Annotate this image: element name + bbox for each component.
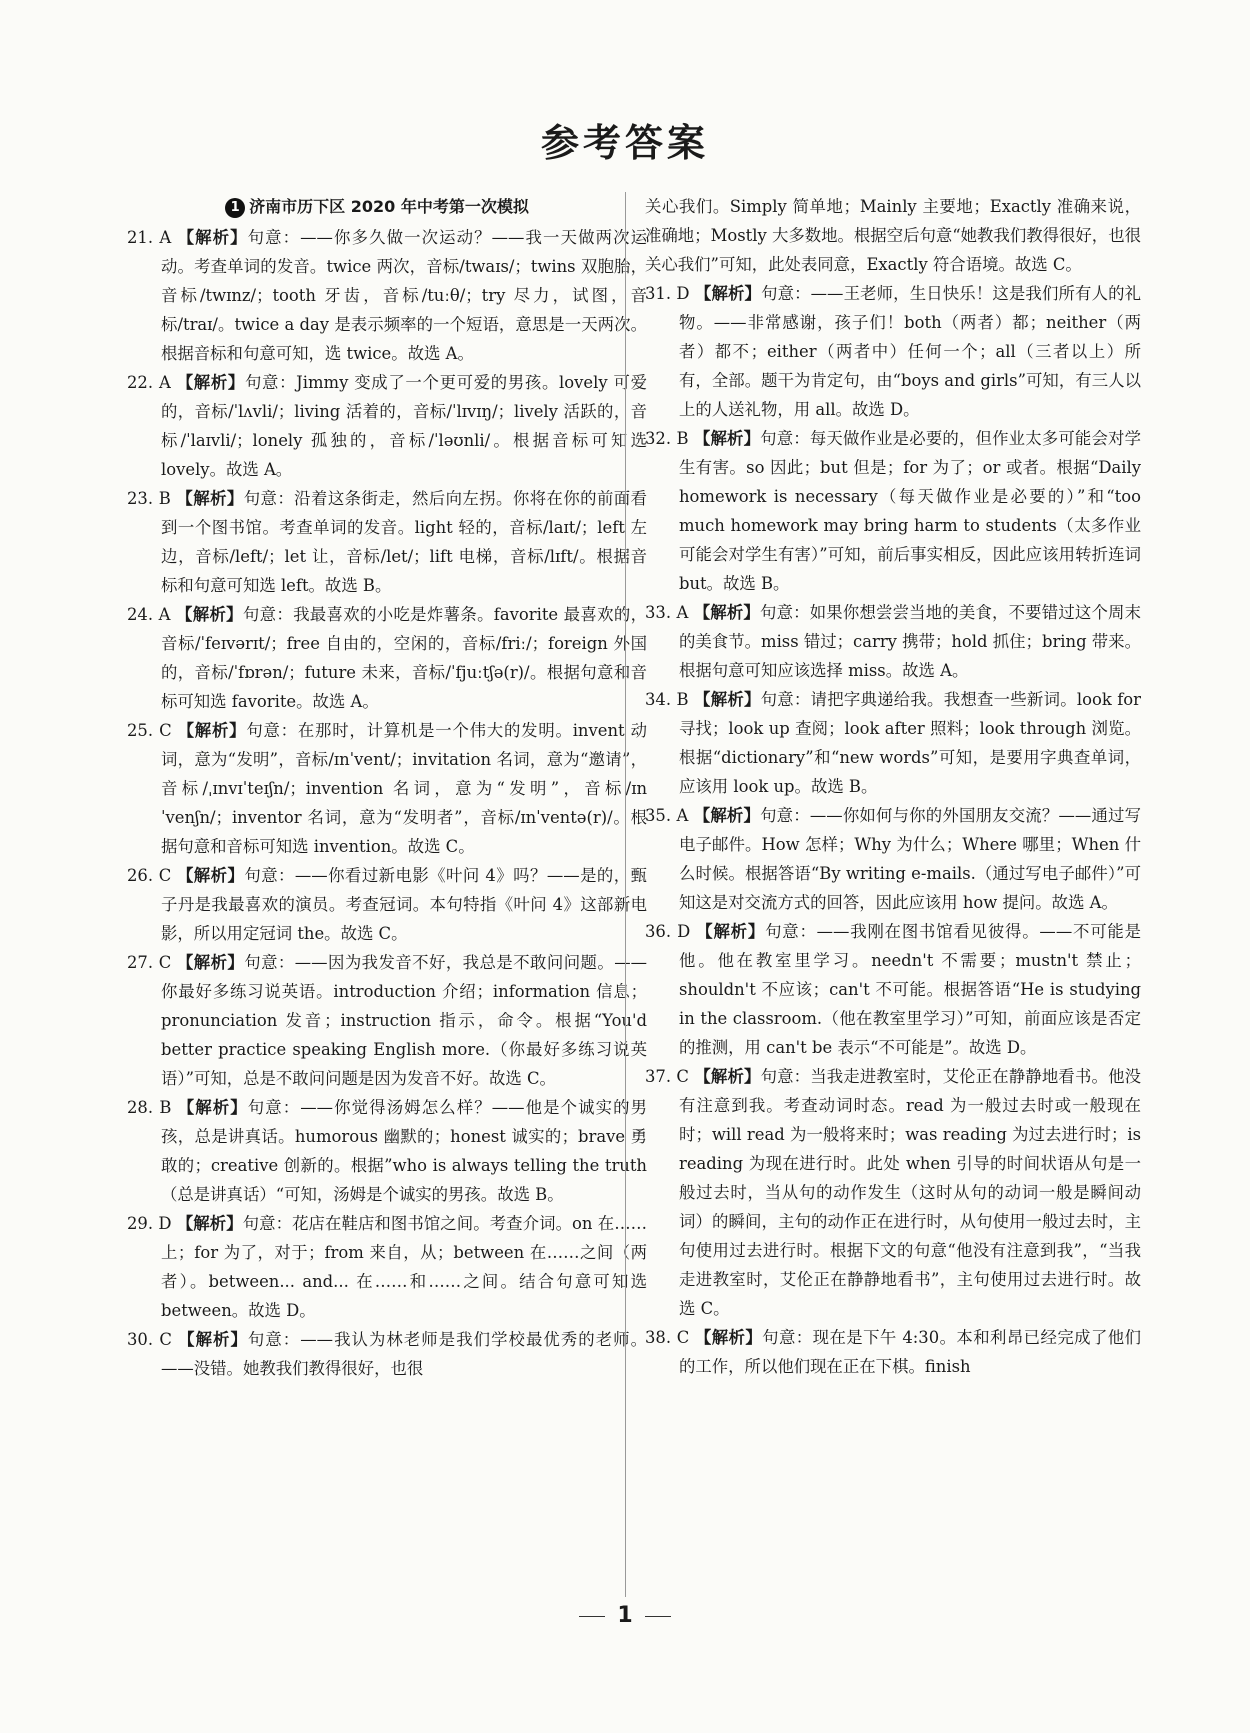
analysis-tag: 【解析】 (694, 1328, 763, 1347)
analysis-tag: 【解析】 (694, 284, 762, 303)
answer-item (127, 1209, 647, 1325)
answer-number: 25. C (127, 721, 172, 740)
analysis-tag: 【解析】 (693, 429, 761, 448)
answer-number: 22. A (127, 373, 171, 392)
analysis-text: 句意：每天做作业是必要的，但作业太多可能会对学生有害。so 因此；but 但是；for 为了；or 或者。根据“Daily homework is necessary（每天做作业是必要的）”和“too much homework may bring harm to students（太多作业可能会对学生有害）”可知，前后事实相反，因此应该用转折连词 but。故选 B。 (679, 429, 1141, 593)
footer-dash-left (579, 1616, 605, 1617)
analysis-tag: 【解析】 (177, 1098, 248, 1117)
answer-item (645, 801, 1141, 917)
answer-item (127, 1325, 647, 1383)
answer-number: 29. D (127, 1214, 172, 1233)
section-heading (127, 192, 647, 221)
answer-item (645, 685, 1141, 801)
answer-number: 27. C (127, 953, 172, 972)
answer-item (645, 917, 1141, 1062)
answer-item (645, 1323, 1141, 1381)
analysis-text: 句意：当我走进教室时，艾伦正在静静地看书。他没有注意到我。考查动词时态。read 为一般过去时或一般现在时；will read 为一般将来时；was reading 为过去进行时；is reading 为现在进行时。此处 when 引导的时间状语从句是一般过去时，当从句的动作发生（这时从句的动词一般是瞬间动词）的瞬间，主句的动作正在进行时，从句使用一般过去时，主句使用过去进行时。根据下文的句意“他没有注意到我”，“当我走进教室时，艾伦正在静静地看书”，主句使用过去进行时。故选 C。 (679, 1067, 1142, 1318)
analysis-text: 句意：请把字典递给我。我想查一些新词。look for 寻找；look up 查阅；look after 照料；look through 浏览。根据“dictionary”和“new words”可知，是要用字典查单词，应该用 look up。故选 B。 (679, 690, 1141, 796)
analysis-text: 句意：如果你想尝尝当地的美食，不要错过这个周末的美食节。miss 错过；carry 携带；hold 抓住；bring 带来。根据句意可知应该选择 miss。故选 A。 (679, 603, 1141, 680)
footer-dash-right (645, 1616, 671, 1617)
analysis-tag: 【解析】 (694, 690, 761, 709)
answer-number: 33. A (645, 603, 689, 622)
analysis-text: 句意：——你如何与你的外国朋友交流？——通过写电子邮件。How 怎样；Why 为什么；Where 哪里；When 什么时候。根据答语“By writing e-mails.（通过写电子邮件）”可知这是对交流方式的回答，因此应该用 how 提问。故选 A。 (679, 806, 1142, 912)
analysis-text: 句意：在那时，计算机是一个伟大的发明。invent 动词，意为“发明”，音标/ɪnˈvent/；invitation 名词，意为“邀请”，音标/ˌɪnvɪˈteɪʃn/；invention 名词，意为“发明”，音标/ɪnˈvenʃn/；inventor 名词，意为“发明者”，音标/ɪnˈventə(r)/。根据句意和音标可知选 invention。故选 C。 (161, 721, 647, 856)
analysis-text: 句意：——你看过新电影《叶问 4》吗？——是的，甄子丹是我最喜欢的演员。考查冠词。本句特指《叶问 4》这部新电影，所以用定冠词 the。故选 C。 (161, 866, 647, 943)
answer-item (127, 716, 647, 861)
section-heading-text: 济南市历下区 2020 年中考第一次模拟 (249, 197, 529, 216)
analysis-tag: 【解析】 (178, 1330, 248, 1349)
answer-number: 32. B (645, 429, 689, 448)
answer-item (645, 1062, 1141, 1323)
analysis-tag: 【解析】 (176, 373, 245, 392)
answer-number: 28. B (127, 1098, 172, 1117)
analysis-text: 句意：——你多久做一次运动？——我一天做两次运动。考查单词的发音。twice 两次，音标/twaɪs/；twins 双胞胎，音标/twɪnz/；tooth 牙齿，音标/tuːθ/；try 尽力，试图，音标/traɪ/。twice a day 是表示频率的一个短语，意思是一天两次。根据音标和句意可知，选 twice。故选 A。 (161, 228, 648, 363)
analysis-text: 句意：我最喜欢的小吃是炸薯条。favorite 最喜欢的，音标/ˈfeɪvərɪt/；free 自由的，空闲的，音标/friː/；foreign 外国的，音标/ˈfɒrən/；future 未来，音标/ˈfjuːtʃə(r)/。根据句意和音标可知选 favorite。故选 A。 (161, 605, 647, 711)
analysis-text: 句意：——我刚在图书馆看见彼得。——不可能是他。他在教室里学习。needn't 不需要；mustn't 禁止；shouldn't 不应该；can't 不可能。根据答语“He is studying in the classroom.（他在教室里学习）”可知，前面应该是否定的推测，用 can't be 表示“不可能是”。故选 D。 (679, 922, 1142, 1057)
answer-number: 37. C (645, 1067, 689, 1086)
left-answer-list (127, 223, 647, 1383)
answer-number: 26. C (127, 866, 172, 885)
analysis-tag: 【解析】 (176, 953, 245, 972)
analysis-text: 句意：花店在鞋店和图书馆之间。考查介词。on 在……上；for 为了，对于；from 来自，从；between 在……之间（两者）。between... and... 在……和……之间。结合句意可知选 between。故选 D。 (161, 1214, 647, 1320)
analysis-tag: 【解析】 (693, 603, 760, 622)
answer-item (127, 600, 647, 716)
analysis-text: 句意：——因为我发音不好，我总是不敢问问题。——你最好多练习说英语。introduction 介绍；information 信息；pronunciation 发音；instruction 指示，命令。根据“You'd better practice speaking English more.（你最好多练习说英语）”可知，总是不敢问问题是因为发音不好。故选 C。 (161, 953, 647, 1088)
page-title: 参考答案 (540, 121, 709, 165)
answer-item (127, 1093, 647, 1209)
answer-number: 35. A (645, 806, 689, 825)
analysis-tag: 【解析】 (694, 1067, 761, 1086)
answer-item (127, 223, 647, 368)
analysis-text: 句意：——我认为林老师是我们学校最优秀的老师。——没错。她教我们教得很好，也很 (161, 1330, 647, 1378)
analysis-tag: 【解析】 (176, 1214, 243, 1233)
right-column (645, 192, 1141, 1381)
analysis-tag: 【解析】 (176, 866, 245, 885)
right-answer-list (645, 279, 1141, 1381)
left-column (127, 192, 647, 1383)
analysis-tag: 【解析】 (696, 922, 766, 941)
answer-number: 21. A (127, 228, 172, 247)
section-number-badge: 1 (225, 198, 245, 218)
analysis-tag: 【解析】 (176, 605, 243, 624)
answer-item (127, 484, 647, 600)
page-number-footer (0, 1603, 1250, 1628)
analysis-text: 句意：——你觉得汤姆怎么样？——他是个诚实的男孩，总是讲真话。humorous 幽默的；honest 诚实的；brave 勇敢的；creative 创新的。根据”who is always telling the truth（总是讲真话）“可知，汤姆是个诚实的男孩。故选 B。 (161, 1098, 648, 1204)
answer-item (127, 948, 647, 1093)
analysis-tag: 【解析】 (177, 721, 247, 740)
page-number: 1 (617, 1603, 633, 1628)
answer-number: 30. C (127, 1330, 172, 1349)
analysis-text: 句意：现在是下午 4:30。本和利昂已经完成了他们的工作，所以他们现在正在下棋。finish (679, 1328, 1141, 1376)
analysis-text: 句意：Jimmy 变成了一个更可爱的男孩。lovely 可爱的，音标/ˈlʌvli/；living 活着的，音标/ˈlɪvɪŋ/；lively 活跃的，音标/ˈlaɪvli/；lonely 孤独的，音标/ˈləʊnli/。根据音标可知选 lovely。故选 A。 (161, 373, 647, 479)
analysis-tag: 【解析】 (176, 489, 244, 508)
answer-item (127, 861, 647, 948)
answer-item (645, 424, 1141, 598)
answer-item (645, 598, 1141, 685)
column-divider (625, 192, 626, 1597)
answer-number: 36. D (645, 922, 691, 941)
answer-number: 38. C (645, 1328, 690, 1347)
answer-number: 31. D (645, 284, 690, 303)
analysis-tag: 【解析】 (693, 806, 761, 825)
answer-item (645, 279, 1141, 424)
continued-answer-text: 关心我们。Simply 简单地；Mainly 主要地；Exactly 准确来说，准确地；Mostly 大多数地。根据空后句意“她教我们教得很好，也很关心我们”可知，此处表同意，Exactly 符合语境。故选 C。 (645, 197, 1141, 274)
analysis-text: 句意：——王老师，生日快乐！这是我们所有人的礼物。——非常感谢，孩子们！both（两者）都；neither（两者）都不；either（两者中）任何一个；all（三者以上）所有，全部。题干为肯定句，由“boys and girls”可知，有三人以上的人送礼物，用 all。故选 D。 (679, 284, 1142, 419)
analysis-text: 句意：沿着这条街走，然后向左拐。你将在你的前面看到一个图书馆。考查单词的发音。light 轻的，音标/laɪt/；left 左边，音标/left/；let 让，音标/let/；lift 电梯，音标/lɪft/。根据音标和句意可知选 left。故选 B。 (161, 489, 648, 595)
answer-number: 23. B (127, 489, 171, 508)
analysis-tag: 【解析】 (177, 228, 248, 247)
answer-number: 24. A (127, 605, 171, 624)
answer-number: 34. B (645, 690, 689, 709)
answer-item (127, 368, 647, 484)
